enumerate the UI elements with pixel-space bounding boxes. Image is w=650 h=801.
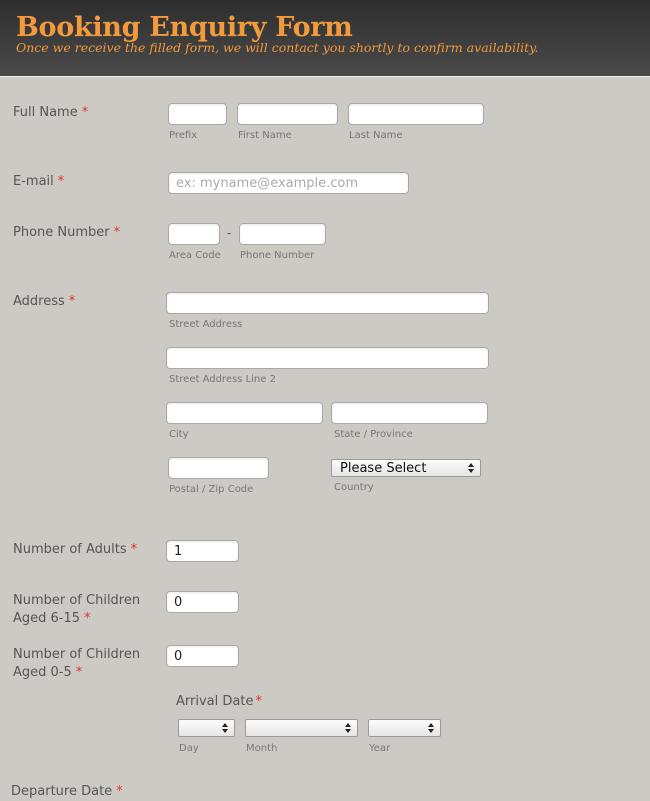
children-0-5-label — [13, 646, 140, 682]
full-name-label-text: Full Name — [13, 105, 78, 120]
email-label-text: E-mail — [13, 174, 54, 189]
required-mark: * — [81, 105, 89, 120]
arrival-date-label — [176, 694, 262, 709]
arrival-day-sublabel: Day — [179, 743, 199, 754]
departure-date-label — [11, 783, 123, 801]
state-sublabel: State / Province — [334, 429, 413, 440]
arrival-year-sublabel: Year — [369, 743, 391, 754]
street-address-2-sublabel: Street Address Line 2 — [169, 374, 276, 385]
street-address-sublabel: Street Address — [169, 319, 243, 330]
adults-label — [13, 541, 137, 559]
children-0-5-input[interactable] — [166, 645, 239, 667]
adults-input[interactable] — [166, 540, 239, 562]
phone-separator: - — [227, 226, 232, 240]
first-name-sublabel: First Name — [238, 130, 292, 141]
area-code-input[interactable] — [168, 223, 220, 245]
departure-date-label-text: Departure Date — [11, 784, 113, 799]
postal-code-sublabel: Postal / Zip Code — [169, 484, 254, 495]
city-sublabel: City — [169, 429, 189, 440]
email-field[interactable] — [168, 172, 409, 194]
address-label-text: Address — [13, 294, 65, 309]
email-label — [13, 173, 64, 191]
country-select[interactable] — [331, 459, 481, 477]
required-mark: * — [84, 611, 91, 626]
prefix-sublabel: Prefix — [169, 130, 198, 141]
select-arrows-icon — [427, 722, 435, 734]
area-code-sublabel: Area Code — [169, 250, 221, 261]
street-address-input[interactable] — [166, 292, 489, 314]
phone-number-sublabel: Phone Number — [240, 250, 315, 261]
children-6-15-label-line1: Number of Children — [13, 593, 141, 608]
last-name-input[interactable] — [348, 103, 484, 125]
state-input[interactable] — [331, 402, 488, 424]
select-arrows-icon — [344, 722, 352, 734]
street-address-2-input[interactable] — [166, 347, 489, 369]
children-6-15-label — [13, 592, 140, 628]
form-header — [0, 0, 650, 77]
form-title: Booking Enquiry Form — [16, 12, 353, 43]
address-label — [13, 293, 75, 311]
required-mark: * — [116, 784, 123, 799]
required-mark: * — [75, 665, 83, 680]
select-arrows-icon — [467, 462, 475, 474]
full-name-label — [13, 104, 88, 122]
phone-label-text: Phone Number — [13, 225, 110, 240]
arrival-year-select[interactable] — [368, 719, 441, 737]
arrival-date-label-text: Arrival Date — [176, 694, 254, 709]
children-0-5-label-line1: Number of Children — [13, 647, 141, 662]
children-6-15-input[interactable] — [166, 591, 239, 613]
required-mark: * — [113, 225, 121, 240]
form-subtitle: Once we receive the filled form, we will contact you shortly to confirm availability. — [16, 40, 539, 55]
required-mark: * — [57, 174, 65, 189]
last-name-sublabel: Last Name — [349, 130, 403, 141]
required-mark: * — [130, 542, 138, 557]
arrival-day-select[interactable] — [178, 719, 235, 737]
postal-code-input[interactable] — [168, 457, 269, 479]
phone-label — [13, 224, 120, 242]
prefix-input[interactable] — [168, 103, 227, 125]
required-mark: * — [68, 294, 76, 309]
children-0-5-label-line2: Aged 0-5 — [13, 665, 72, 680]
required-mark: * — [255, 694, 262, 709]
children-6-15-label-line2: Aged 6-15 — [13, 611, 81, 626]
adults-label-text: Number of Adults — [13, 542, 127, 557]
city-input[interactable] — [166, 402, 323, 424]
arrival-month-select[interactable] — [245, 719, 358, 737]
country-select-value: Please Select — [340, 461, 427, 476]
first-name-input[interactable] — [237, 103, 338, 125]
arrival-month-sublabel: Month — [246, 743, 278, 754]
country-sublabel: Country — [334, 482, 374, 493]
phone-number-input[interactable] — [239, 223, 326, 245]
select-arrows-icon — [221, 722, 229, 734]
